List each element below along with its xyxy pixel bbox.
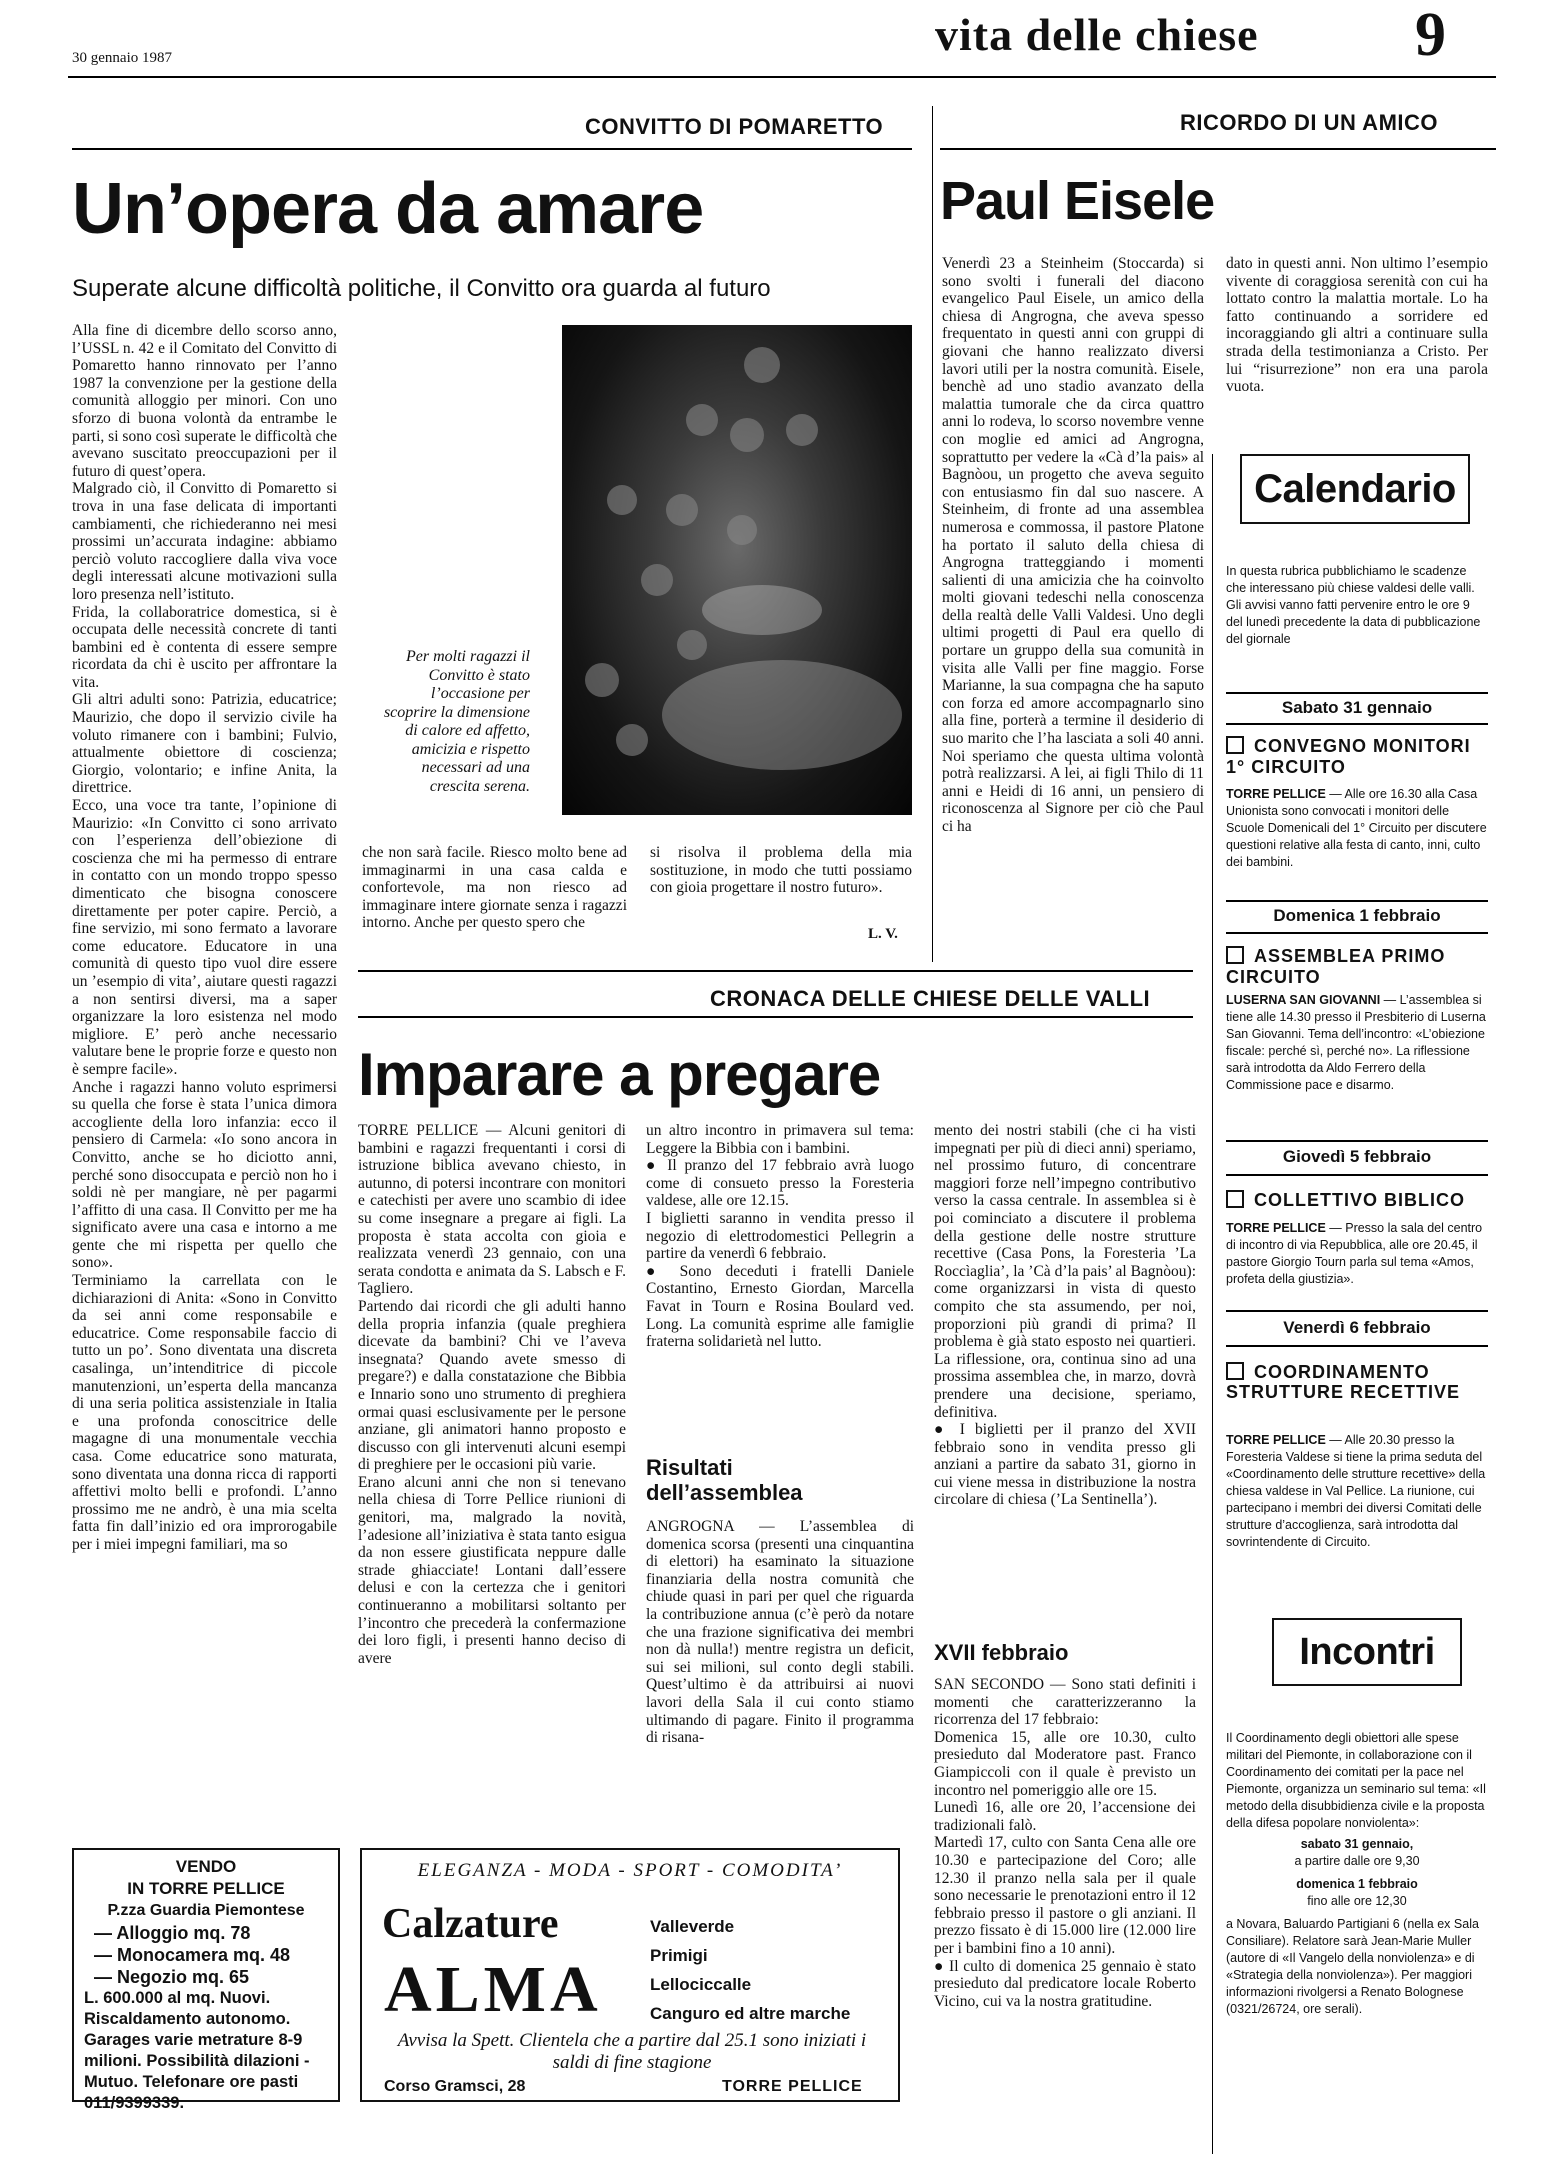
incontri-title: Incontri [1299,1631,1435,1673]
cronaca-top-rule [358,970,1193,972]
event3-title-text: COLLETTIVO BIBLICO [1254,1190,1465,1210]
event4-date: Venerdì 6 febbraio [1283,1318,1431,1337]
article2-title: Paul Eisele [940,171,1215,231]
event2-title [1226,946,1488,988]
convitto-photo [562,325,912,815]
ad-alma-brand-3: Canguro ed altre marche [650,2004,851,2023]
event1-title [1226,736,1488,778]
cal-rule-4b [1226,1345,1488,1347]
cronaca-column2-bottom: ANGROGNA — L’assemblea di domenica scorsa (presenti una cinquantina di elettori) ha esaminato la situazione finanziaria della nostra comunità che chiude quasi in pari per quel che riguarda la contribuzione annua (c’è però da notare che una frazione significativa dei membri non dà nulla!) mentre registra un deficit, sui sei milioni, sul conto degli stabili. Quest’ultimo è da attribuirsi ai nuovi lavori della Sala il cui conto stiamo ultimando di pagare. Finito il programma di risana- [646,1518,914,1747]
ad-alma-brand-0: Valleverde [650,1917,735,1936]
ad-alma-brand1: Calzature [382,1901,559,1947]
photo-caption: Per molti ragazzi il Convitto è stato l’occasione per scoprire la dimensione di calore ed affetto, amicizia e rispetto necessari ad una crescita serena. [383,648,530,795]
cronaca-column2-top: un altro incontro in primavera sul tema: Leggere la Bibbia con i bambini. ● Il pranzo del 17 febbraio avrà luogo come di consueto presso la Foresteria valdese, alle ore 12.15. I biglietti saranno in vendita presso il negozio di elettrodomestici Pellegrin a partire da venerdì 6 febbraio. ● Sono deceduti i fratelli Daniele Costantino, Ernesto Giordan, Marcella Favat in Tourn e Rosina Boulard ved. Long. La comunità esprime alle famiglie fraterna solidarietà nel lutto. [646,1122,914,1351]
cal-rule-4 [1226,1310,1488,1312]
cal-rule-2b [1226,932,1488,934]
incontri-date2: domenica 1 febbraio [1296,1877,1418,1891]
ad-vendo-box [72,1848,340,2112]
cronaca-sub1: Risultati dell’assemblea [646,1455,803,1505]
cronaca-sub2: XVII febbraio [934,1640,1069,1665]
event4-place: TORRE PELLICE [1226,1433,1326,1447]
event1-place: TORRE PELLICE [1226,787,1326,801]
event3-body: — Presso la sala del centro di incontro di via Repubblica, alle ore 20.45, il pastore Giorgio Tourn parla sul tema «Amos, profeta della giustizia». [1226,1221,1483,1286]
ad-vendo-item1: — Alloggio mq. 78 [94,1923,251,1943]
event3-title [1226,1190,1488,1211]
article1-subtitle: Superate alcune difficoltà politiche, il Convitto ora guarda al futuro [72,275,771,302]
ad-alma-brand-2: Lellociccalle [650,1975,752,1994]
event4-body: — Alle 20.30 presso la Foresteria Valdese si tiene la prima seduta del «Coordinamento delle strutture recettive» della chiesa valdese in Val Pellice. La riunione, cui partecipano i membri dei diversi Comitati delle strutture d’accoglienza, sarà introdotta dal sovrintendente di Circuito. [1226,1433,1486,1549]
article2-column1: Venerdì 23 a Steinheim (Stoccarda) si sono svolti i funerali del diacono evangelico Paul Eisele, un amico della chiesa di Angrogna, che aveva spesso frequentato in questi anni con gruppi di giovani che hanno realizzato diversi lavori utili per la nostra comunità. Eisele, benchè ad uno stadio avanzato della malattia tumorale che da circa quattro anni lo rodeva, lo scorso novembre venne con moglie ed amici ad Angrogna, soprattutto per vedere la «Cà d’la pais» al Bagnòou, un progetto che aveva seguito con entusiasmo fin dal suo nascere. A Steinheim, di fronte ad una assemblea numerosa e commossa, il pastore Platone ha portato il saluto della chiesa di Angrogna tratteggiando i momenti salienti di una amicizia che ha coinvolto molti giovani tedeschi nella conoscenza della realtà delle Valli Valdesi. Uno degli ultimi progetti di Paul era quello di portare un gruppo della sua comunità in visita alle Valli per fine maggio. Forse Marianne, la sua compagna che ha saputo con forza ed amore accompagnarlo sino alla fine, porterà a termine il desiderio di suo marito che l’ha lasciata a soli 40 anni. Noi speriamo che questa ultima volontà potrà realizzarsi. A lei, ai figli Thilo di 11 anni e Heidi di 16 anni, un pensiero di riconoscenza al Signore per ciò che Paul ci ha [942,255,1204,835]
ad-alma-address: Corso Gramsci, 28 [384,2078,526,2095]
ad-vendo-line2: IN TORRE PELLICE [127,1879,285,1898]
article1-column2-bottom: che non sarà facile. Riesco molto bene ad immaginarmi in una casa calda e confortevole, ma non riesco ad immaginare intere giornate senza i ragazzi intorno. Anche per questo spero che [362,844,627,932]
event1-date: Sabato 31 gennaio [1281,698,1433,717]
header-section: vita delle chiese [935,9,1259,60]
ad-alma-brand-list [650,1912,850,2028]
incontri-text2: a Novara, Baluardo Partigiani 6 (nella ex Sala Consiliare). Relatore sarà Jean-Marie Muller (autore di «Il Vangelo della nonviolenza» e di «Strategia della nonviolenza»). Per maggiori informazioni rivolgersi a Renato Bolognese (0321/26724, ore serali). [1226,1917,1479,2016]
vertical-divider [932,106,933,962]
ad-vendo-line3: P.zza Guardia Piemontese [107,1902,305,1919]
cal-rule-3 [1226,1140,1488,1142]
cronaca-column1: TORRE PELLICE — Alcuni genitori di bambini e ragazzi frequentanti i corsi di istruzione biblica avevano chiesto, in autunno, di potersi incontrare con monitori e catechisti per avere uno scambio di idee su come insegnare a pregare ai figli. La proposta è stata accolta con gioia e realizzata venerdì 23 gennaio, con una serata condotta e animata da S. Labsch e F. Tagliero. Partendo dai ricordi che gli adulti hanno della propria infanzia (quale preghiera dicevate da bambini? Chi ve l’aveva insegnata? Quando avete smesso di pregare?) e dalla constatazione che Bibbia e Innario sono uno strumento di preghiera ormai quasi esclusivamente per le persone anziane, gli animatori hanno proposto e discusso con gli intervenuti alcuni esempi di preghiere per le occasioni più varie. Erano alcuni anni che non si tenevano nella chiesa di Torre Pellice riunioni di genitori, ma, malgrado la novità, l’adesione all’iniziativa è stata tanto esigua da non essere giustificata neppure dalle strade ghiacciate! Lontani dall’essere delusi e con la certezza che i genitori continueranno a mobilitarsi soltanto per l’incontro che precederà la confermazione dei loro figli, i presenti hanno deciso di avere [358,1122,626,1667]
event1-text [1226,786,1488,871]
event2-date: Domenica 1 febbraio [1273,906,1441,925]
event1-checkbox-icon [1226,736,1244,754]
ad-vendo-item3: — Negozio mq. 65 [94,1967,250,1987]
header-rule [68,76,1496,78]
ad-vendo-body: L. 600.000 al mq. Nuovi. Riscaldamento autonomo. Garages varie metrature 8-9 milioni. Possibilità dilazioni - Mutuo. Telefonare ore pasti 011/9399339. [84,1989,310,2112]
page-number: 9 [1415,1,1446,69]
incontri-text1: Il Coordinamento degli obiettori alle spese militari del Piemonte, in collaborazione con il Coordinamento dei comitati per la pace nel Piemonte, organizza un seminario sul tema: «Il metodo della disubbidienza civile e la proposta della difesa popolare nonviolenta»: [1226,1731,1486,1830]
article1-kicker: CONVITTO DI POMARETTO [585,114,884,139]
article1-kicker-rule [72,148,912,150]
ad-alma-brand2: ALMA [384,1953,602,2026]
article1-column3-bottom: si risolva il problema della mia sostituzione, in modo che tutti possiamo con gioia progettare il nostro futuro». [650,844,912,897]
ad-alma-brand-1: Primigi [650,1946,708,1965]
header-date: 30 gennaio 1987 [72,50,172,66]
event2-place: LUSERNA SAN GIOVANNI [1226,993,1381,1007]
article2-kicker: RICORDO DI UN AMICO [1180,110,1439,135]
event1-title-text: CONVEGNO MONITORI 1° CIRCUITO [1226,736,1471,777]
ad-vendo-line1: VENDO [175,1857,237,1876]
cronaca-vertical-divider [1212,454,1213,2154]
calendario-intro: In questa rubrica pubblichiamo le scadenze che interessano più chiese valdesi delle valli. Gli avvisi vanno fatti pervenire entro le ore 9 del lunedì precedente la data di pubblicazione del giornale [1226,564,1481,646]
incontri-time2: fino alle ore 12,30 [1307,1894,1407,1908]
cal-rule-1 [1226,692,1488,694]
cronaca-column3-top: mento dei nostri stabili (che ci ha visti impegnati per più di dieci anni) speriamo, nel prossimo futuro, di concentrare maggiori forze nell’impegno contributivo verso la cassa centrale. In assemblea si è poi cominciato a discutere il problema della gestione delle nostre strutture recettive (Casa Pons, la Foresteria ’La Roccìaglia’, la ’Cà d’la pais’ al Bagnòou): come organizzarsi in vista di questo compito che sta assumendo, per noi, proporzioni più grandi di prima? Il problema è già stato esposto nei quartieri. La riflessione, ora, continua sino ad una prossima assemblea che, in marzo, dovrà prendere una decisione, speriamo, definitiva. ● I biglietti per il pranzo del XVII febbraio sono in vendita presso gli anziani a partire da sabato 31, giorno in cui viene messa in distribuzione la nostra circolare di chiesa (’La Sentinella’). [934,1122,1196,1509]
event1-body: — Alle ore 16.30 alla Casa Unionista sono convocati i monitori delle Scuole Domenicali del 1° Circuito per discutere questioni relative alla festa di canto, inni, culto dei bambini. [1226,787,1487,869]
incontri-time1: a partire dalle ore 9,30 [1294,1854,1420,1868]
ad-alma-notice: Avvisa la Spett. Clientela che a partire dal 25.1 sono iniziati i saldi di fine stagione [397,2030,867,2073]
ad-alma-city: TORRE PELLICE [722,2078,863,2095]
calendario-box [1240,454,1470,524]
event2-title-text: ASSEMBLEA PRIMO CIRCUITO [1226,946,1446,987]
event3-text [1226,1220,1488,1288]
event4-text [1226,1432,1488,1551]
children-photo-illustration [562,325,912,815]
ad-alma-slogan: ELEGANZA - MODA - SPORT - COMODITA’ [417,1860,843,1881]
cronaca-column3-bottom: SAN SECONDO — Sono stati definiti i momenti che caratterizzeranno la ricorrenza del 17 febbraio: Domenica 15, alle ore 10.30, culto presieduto dal Moderatore past. Franco Giampiccoli con il quale è previsto un incontro nel pomeriggio alle ore 15. Lunedì 16, alle ore 20, l’accensione dei tradizionali falò. Martedì 17, culto con Santa Cena alle ore 10.30 e partecipazione del Coro; alle 12.30 il pranzo nella sala per il quale sono necessarie le prenotazioni entro il 12 febbraio presso il pastore o gli anziani. Il prezzo fissato è di 15.000 lire (12.000 lire per i bambini fino a 10 anni). ● Il culto di domenica 25 gennaio è stato presieduto dal predicatore locale Roberto Vicino, cui va la nostra gratitudine. [934,1676,1196,2010]
event2-checkbox-icon [1226,946,1244,964]
event2-text [1226,992,1488,1094]
calendario-title: Calendario [1254,467,1456,511]
event3-checkbox-icon [1226,1190,1244,1208]
event4-title [1226,1362,1488,1402]
article2-kicker-rule [940,148,1496,150]
event4-title-text: COORDINAMENTO STRUTTURE RECETTIVE [1226,1362,1461,1402]
incontri-date1: sabato 31 gennaio, [1300,1837,1414,1851]
event4-checkbox-icon [1226,1362,1244,1380]
cronaca-title: Imparare a pregare [358,1041,881,1108]
cal-rule-3b [1226,1174,1488,1176]
event3-place: TORRE PELLICE [1226,1221,1326,1235]
event2-body: — L’assemblea si tiene alle 14.30 presso il Presbiterio di Luserna San Giovanni. Tema dell’incontro: «L’obiezione fiscale: perché sì, perché no». La riflessione sarà introdotta da Aldo Ferrero della Commissione pace e disarmo. [1226,993,1486,1092]
cal-rule-2 [1226,900,1488,902]
article1-column1 [72,322,337,1832]
cal-rule-1b [1226,723,1488,725]
cronaca-kicker-rule [358,1016,1193,1018]
incontri-box [1272,1618,1462,1686]
event3-date: Giovedì 5 febbraio [1282,1147,1432,1166]
ad-vendo-item2: — Monocamera mq. 48 [94,1945,291,1965]
article1-signature: L. V. [868,926,898,942]
article1-title: Un’opera da amare [72,169,704,249]
ad-alma-box [360,1848,900,2102]
article2-column2: dato in questi anni. Non ultimo l’esempio vivente di coraggiosa serenità con cui ha lottato contro la malattia mortale. Lo ha fatto continuando a sorridere ed incoraggiando gli altri a continuare sulla strada della testimonianza a Cristo. Per lui “risurrezione” non era una parola vuota. [1226,255,1488,396]
cronaca-kicker: CRONACA DELLE CHIESE DELLE VALLI [710,986,1151,1011]
article1-column1-text: Alla fine di dicembre dello scorso anno, l’USSL n. 42 e il Comitato del Convitto di Pomaretto hanno rinnovato per l’anno 1987 la convenzione per la gestione della comunità alloggio per minori. Con uno sforzo di buona volontà da entrambe le parti, si sono così superate le difficoltà che avevano suscitato preoccupazioni per il futuro di quest’opera. Malgrado ciò, il Convitto di Pomaretto si trova in una fase delicata di importanti cambiamenti, che richiederanno nei mesi prossimi un’accurata indagine: abbiamo perciò voluto raccogliere dalla viva voce degli interessati alcune motivazioni sulla loro presenza nell’istituto. Frida, la collaboratrice domestica, si è occupata delle necessità concrete di tanti bambini ed è contenta di essere sempre ricordata da chi è uscito per affrontare la vita. Gli altri adulti sono: Patrizia, educatrice; Maurizio, che dopo il servizio civile ha voluto rimanere con i bambini; Fulvio, attualmente obiettore di coscienza; Giorgio, volontario; e infine Anita, la direttrice. Ecco, una voce tra tante, l’opinione di Maurizio: «In Convitto ci sono arrivato con l’esperienza dell’obiezione di coscienza che mi ha permesso di entrare in contatto con un mondo troppo spesso dimenticato che bisogna conoscere direttamente per poter capire. Perciò, a fine servizio, mi sono fermato a lavorare come educatore. Educatore in una comunità di questo tipo vuol dire essere un ’esempio di vita’, aiutare questi ragazzi a non sentirsi diversi, ma a saper organizzare la loro esistenza nel modo migliore. E’ però anche necessario valutare bene le proprie forze e questo non è sempre facile». Anche i ragazzi hanno voluto esprimersi su quella che forse è stata l’unica dimora accogliente della loro infanzia: ecco il pensiero di Carmela: «Io sono ancora in Convitto, anche se ho diciotto anni, perché sono disoccupata e perciò non ho i soldi nè per mangiare, nè per pagarmi l’affitto di una casa. Il Convitto per me ha significato avere una casa e intorno a me gente che mi rispetta per quello che sono». Terminiamo la carrellata con le dichiarazioni di Anita: «Sono in Convitto da sei anni come responsabile e educatrice. Come responsabile faccio di tutto un po’. Sono diventata una discreta casalinga, un’intenditrice di piccole manutenzioni, un’esperta della mancanza di una seria politica assistenziale in Italia e una profonda conoscitrice delle magagne di una monumentale vecchia casa. Come educatrice sono maturata, sono diventata una donna ricca di rapporti affettivi molto belli e profondi. L’anno prossimo me ne andrò, è una mia scelta fatta fin dall’inizio ed ora improrogabile per i miei impegni familiari, ma so [72,322,337,1553]
